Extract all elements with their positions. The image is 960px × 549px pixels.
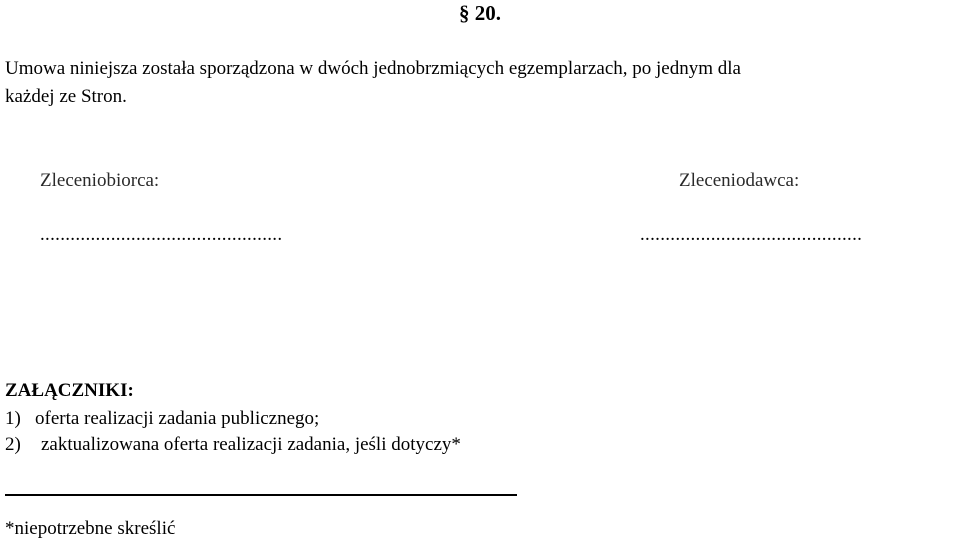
contractor-label: Zleceniobiorca: <box>40 170 160 191</box>
attachment-item <box>5 406 461 432</box>
contractor-signature-line: ................................................ <box>40 224 283 245</box>
agreement-paragraph-line-2: każdej ze Stron. <box>5 86 127 107</box>
attachment-item <box>5 432 461 458</box>
attachment-number: 1) <box>5 408 21 429</box>
client-signature-line: ............................................ <box>640 224 863 245</box>
attachments-list <box>5 406 461 458</box>
attachment-number: 2) <box>5 434 21 455</box>
attachments-heading: ZAŁĄCZNIKI: <box>5 380 134 401</box>
agreement-paragraph-line-1: Umowa niniejsza została sporządzona w dwóch jednobrzmiących egzemplarzach, po jednym dla <box>5 58 741 79</box>
section-number: § 20. <box>459 1 501 25</box>
attachment-text: zaktualizowana oferta realizacji zadania, jeśli dotyczy* <box>41 434 461 455</box>
footnote-divider <box>5 494 517 496</box>
client-label: Zleceniodawca: <box>679 170 800 191</box>
footnote-text: *niepotrzebne skreślić <box>5 518 176 539</box>
attachment-text: oferta realizacji zadania publicznego; <box>35 408 320 429</box>
